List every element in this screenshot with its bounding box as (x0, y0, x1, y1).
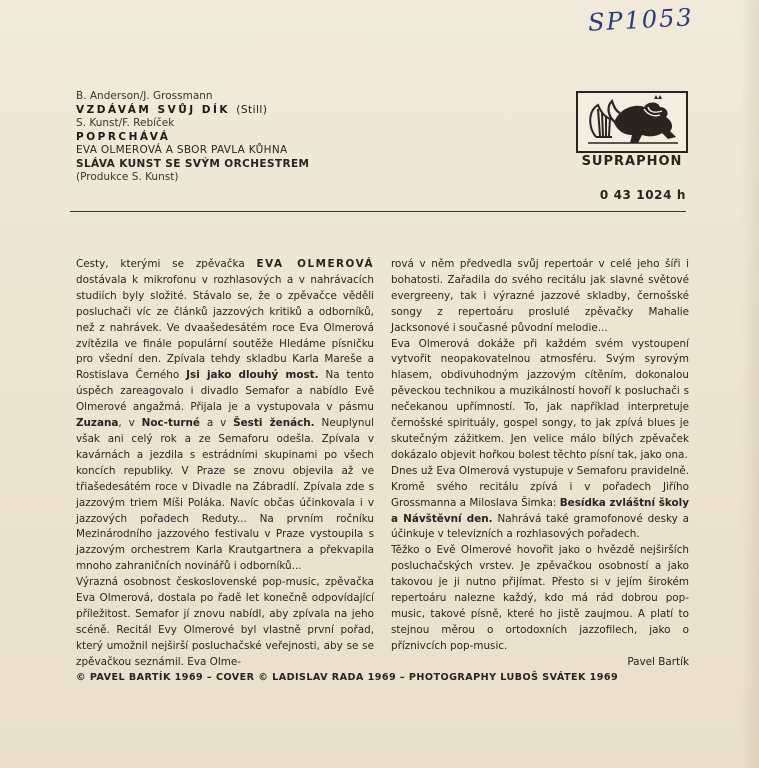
supraphon-logo (576, 91, 688, 153)
copyright-footer: © PAVEL BARTÍK 1969 – COVER © LADISLAV RADA 1969 – PHOTOGRAPHY LUBOŠ SVÁTEK 1969 (76, 672, 619, 683)
handwritten-catalog-code: SP1053 (587, 3, 695, 37)
show-title: Noc-turné (141, 417, 200, 430)
production-note: (Produkce S. Kunst) (76, 171, 179, 183)
performer: EVA OLMEROVÁ A SBOR PAVLA KŮHNA (76, 144, 288, 156)
liner-paragraph: Těžko o Evě Olmerové hovořit jako o hvězdě nejširších posluchačských vrstev. Je zpěvačkou osobností a jako takovou je ji nutno přijímat. Přesto si v jejím širokém repertoáru nalezne každý, kdo má rád dobrou pop-music, takové písně, které ho jistě zaujmou. A platí to stejnou měrou o ortodoxních jazzofilech, jako o příznivcích pop-music. (391, 544, 689, 652)
liner-text: Cesty, kterými se zpěvačka (76, 258, 257, 270)
liner-text: Nahrává také gramofonové desky a účinkuje v televizních a rozhlasových pořadech. (391, 512, 689, 541)
liner-notes-right-column (391, 257, 689, 671)
lion-lyre-emblem-icon (578, 93, 686, 151)
track2-title: POPRCHÁVÁ (76, 130, 171, 143)
sleeve-edge-shadow (741, 0, 759, 768)
brand-name: SUPRAPHON (581, 154, 683, 169)
track1-composers: B. Anderson/J. Grossmann (76, 90, 213, 102)
liner-text: Neuplynul však ani celý rok a ze Semaforu odešla. Zpívala v kavárnách a jezdila s estrádními skupinami po všech koncích republiky. V Praze se znovu objevila až ve třiašedesátém roce v Divadle na Zábradlí. Zpívala zde s jazzovým triem Míši Poláka. Navíc občas účinkovala i v jazzových pořadech Reduty... Na prvním ročníku Mezinárodního jazzového festivalu v Praze vystoupila s jazzovým orchestrem Karla Krautgartnera a překvapila mnoho zahraničních novinářů i odborníků... (76, 417, 374, 573)
track-credits (76, 90, 496, 185)
liner-paragraph (391, 464, 689, 544)
artist-name: EVA OLMEROVÁ (256, 258, 374, 270)
author-signature: Pavel Bartík (627, 655, 689, 668)
liner-text: , v (118, 417, 142, 430)
liner-paragraph: Výrazná osobnost československé pop-music, zpěvačka Eva Olmerová, dostala po řadě let konečně odpovídající příležitost. Semafor jí znovu nabídl, aby zpívala na jeho scéně. Recitál Evy Olmerové byl vlastně první pořad, který umožnil nejširší posluchačské veřejnosti, aby se se zpěvačkou seznámil. Eva Olme- (76, 576, 374, 668)
liner-paragraph (76, 257, 374, 575)
catalog-number: 0 43 1024 h (599, 188, 686, 202)
liner-text: Dnes už Eva Olmerová vystupuje v Semaforu pravidelně. Kromě svého recitálu zpívá i v pořadech Jiřího Grossmanna a Miloslava Šimka: (391, 464, 689, 509)
liner-paragraph: Eva Olmerová dokáže při každém svém vystoupení vytvořit neopakovatelnou atmosféru. Svým syrovým hlasem, obdivuhodným jazzovým cítěním, dokonalou pěveckou technikou a muzikálností hovoří k posluchači s nečekanou upřímností. To, jak například interpretuje černošské spirituály, gospel songy, to jak zpívá blues je skutečným zážitkem. Jen velice málo bílých zpěvaček dokázalo objevit hořkou bolest těchto písní tak, jako ona. (391, 337, 689, 461)
track1-title-text: VZDÁVÁM SVŮJ DÍK (76, 103, 231, 116)
liner-text: dostávala k mikrofonu v rozhlasových a v nahrávacích studiích byly složité. Stávalo se, že o zpěvačce věděli posluchači víc ze článků jazzových kritiků a odborníků, než z nahrávek. Ve dvaašedesátém roce Eva Olmerová zvítězila ve finále populární soutěže Hledáme písničku pro všední den. Zpívala tehdy skladbu Karla Mareše a Rostislava Černého (76, 273, 374, 382)
show-title: Šesti ženách. (233, 417, 315, 430)
show-title: Besídka zvláštní školy a Návštěvní den. (391, 496, 689, 525)
liner-text: a v (199, 417, 234, 430)
liner-paragraph: rová v něm předvedla svůj repertoár v celé jeho šíři i bohatosti. Zařadila do svého recitálu jak slavné světové evergreeny, tak i výrazné jazzové skladby, černošské songy z repertoáru proslulé zpěvačky Mahalie Jacksonové i současné původní melodie... (391, 258, 689, 334)
track1-note: (Still) (236, 103, 268, 116)
liner-text: Na tento úspěch zareagovalo i divadlo Semafor a nabídlo Evě Olmerové angažmá. Přijala je a vystupovala v pásmu (76, 369, 375, 414)
track2-composers: S. Kunst/F. Rebíček (76, 117, 175, 129)
liner-notes-left-column (76, 257, 374, 671)
track1-title (76, 104, 496, 118)
song-title: Jsi jako dlouhý most. (186, 369, 319, 382)
show-title: Zuzana (76, 417, 119, 430)
header-divider (70, 211, 686, 212)
orchestra: SLÁVA KUNST SE SVÝM ORCHESTREM (76, 157, 310, 170)
